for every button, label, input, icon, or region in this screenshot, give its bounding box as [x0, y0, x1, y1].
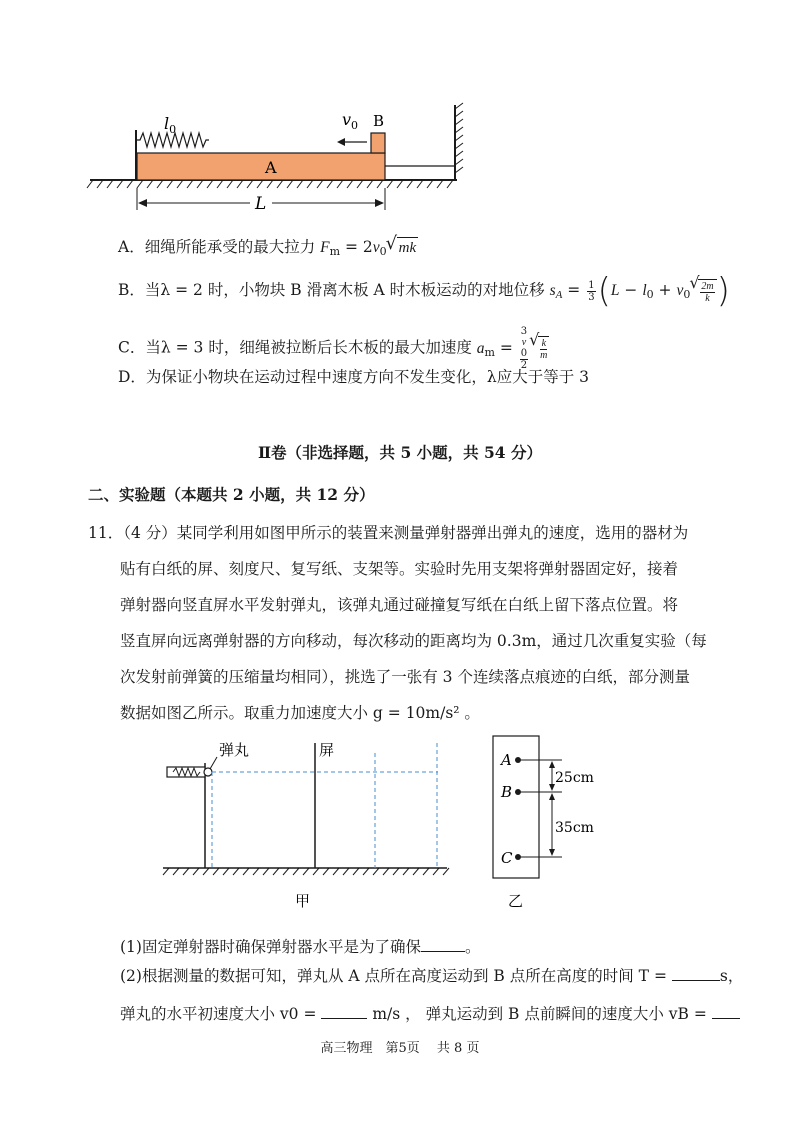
label-screen: 屏: [319, 741, 335, 759]
label-B: B: [373, 112, 385, 130]
section-title: 二、实验题（本题共 2 小题，共 12 分）: [88, 485, 375, 504]
answer-blank-vB[interactable]: [712, 1004, 740, 1019]
point-A: [515, 757, 521, 763]
q11-line-3: 弹射器向竖直屏水平发射弹丸，该弹丸通过碰撞复写纸在白纸上留下落点位置。将: [120, 596, 679, 614]
label-l0: $l_0$: [164, 114, 177, 136]
pellet-leader: [210, 757, 217, 769]
q11-paragraph: [88, 515, 728, 731]
point-C: [515, 854, 521, 860]
label-pellet: 弹丸: [219, 741, 250, 759]
answer-blank-v0[interactable]: [321, 1004, 367, 1019]
ground-hatch: [87, 180, 453, 188]
q11-line-5: 次发射前弹簧的压缩量均相同），挑选了一张有 3 个连续落点痕迹的白纸，部分测量: [120, 668, 690, 686]
label-A: A: [265, 158, 277, 177]
answer-blank-1[interactable]: [421, 937, 465, 952]
subq-1: (1)固定弹射器时确保弹射器水平是为了确保 。: [120, 938, 481, 956]
velocity-arrowhead: [337, 138, 345, 146]
label-point-B: B: [501, 783, 513, 801]
page-footer: 高三物理 第5页 共 8 页: [320, 1041, 480, 1056]
option-C-formula: $a_m$ = 3 v 0 2 √ $\frac{k}{m}$: [477, 339, 550, 357]
caption-jia: 甲: [295, 892, 311, 910]
option-A-formula: $F_m = 2v_0√$ mk: [320, 238, 418, 256]
label-point-C: C: [501, 849, 513, 867]
pellet: [204, 768, 212, 776]
q11-line-1: 11．（4 分）某同学利用如图甲所示的装置来测量弹射器弹出弹丸的速度，选用的器材为: [88, 524, 689, 542]
label-v0: $v_0$: [342, 110, 359, 132]
figure-jia: [155, 735, 455, 910]
label-point-A: A: [501, 751, 512, 769]
caption-yi: 乙: [508, 892, 524, 910]
wall-hatch: [455, 103, 463, 173]
option-A-prefix: A．细绳所能承受的最大拉力: [118, 238, 316, 256]
option-C: [118, 326, 549, 371]
label-L: L: [255, 194, 267, 214]
board-A: [137, 153, 385, 180]
q11-line-6: 数据如图乙所示。取重力加速度大小 g = 10m/s² 。: [120, 704, 480, 722]
part-title: Ⅱ卷（非选择题，共 5 小题，共 54 分）: [257, 443, 542, 462]
subq-2b: 弹丸的水平初速度大小 v0 = m/s ， 弹丸运动到 B 点前瞬间的速度大小 vB =: [120, 996, 740, 1032]
answer-blank-T[interactable]: [672, 966, 720, 981]
point-B: [515, 789, 521, 795]
block-B: [371, 133, 385, 153]
q11-line-2: 贴有白纸的屏、刻度尺、复写纸、支架等。实验时先用支架将弹射器固定好，接着: [120, 560, 679, 578]
figure-board-spring: [85, 95, 485, 220]
figure-yi: [480, 730, 600, 915]
option-B: [118, 271, 730, 311]
option-A: [118, 236, 418, 263]
label-AB: 25cm: [555, 770, 594, 786]
option-D: D．为保证小物块在运动过程中速度方向不发生变化，λ应大于等于 3: [118, 368, 590, 386]
option-B-prefix: B．当λ = 2 时，小物块 B 滑离木板 A 时木板运动的对地位移: [118, 281, 545, 299]
option-B-formula: $s_A$ = $\frac{1}{3}$ ($L - l_0 + v_0$ √ $\frac{2m}{k}$ ): [550, 281, 730, 299]
q11-line-4: 竖直屏向远离弹射器的方向移动，每次移动的距离均为 0.3m，通过几次重复实验（每: [120, 632, 707, 650]
label-BC: 35cm: [555, 820, 594, 836]
subq-2a: (2)根据测量的数据可知，弹丸从 A 点所在高度运动到 B 点所在高度的时间 T = s，: [120, 967, 744, 985]
option-C-prefix: C．当λ = 3 时，细绳被拉断后长木板的最大加速度: [118, 338, 472, 357]
